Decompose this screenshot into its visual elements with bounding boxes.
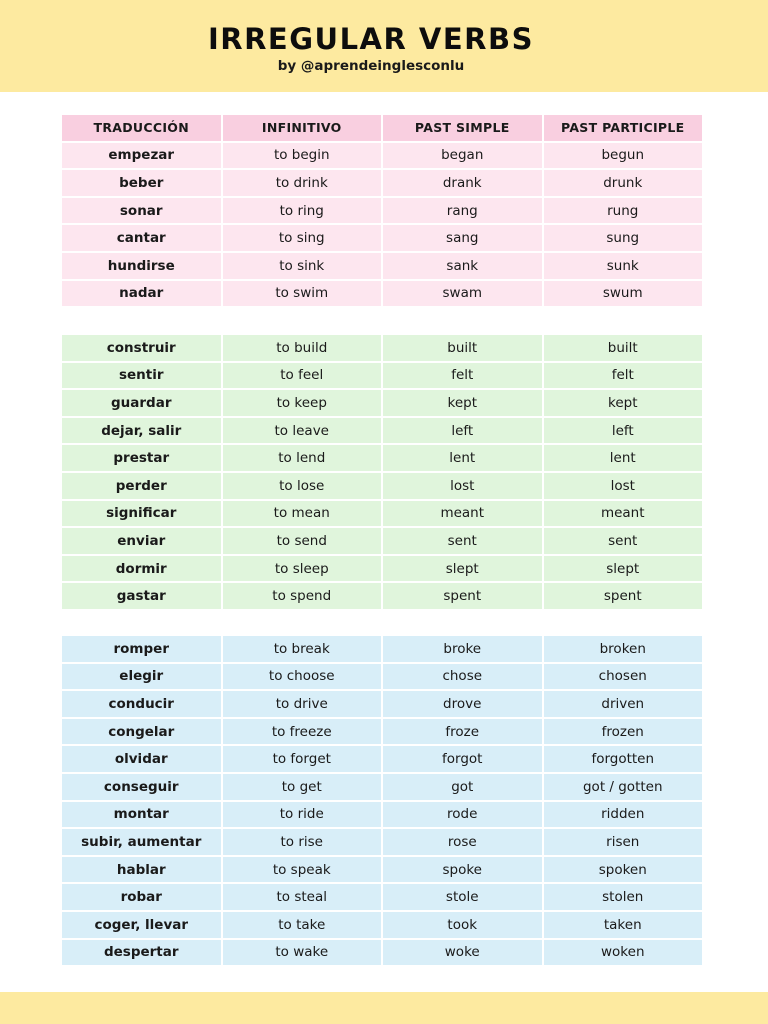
column-header-traduccion: TRADUCCIÓN bbox=[62, 115, 221, 141]
table-row bbox=[62, 528, 704, 556]
cell-past-simple: chose bbox=[383, 664, 542, 690]
cell-traduccion: conseguir bbox=[62, 774, 221, 800]
cell-infinitivo: to keep bbox=[223, 390, 382, 416]
cell-past-simple: got bbox=[383, 774, 542, 800]
cell-traduccion: hablar bbox=[62, 857, 221, 883]
cell-infinitivo: to get bbox=[223, 774, 382, 800]
cell-past-participle: spoken bbox=[544, 857, 703, 883]
table-row bbox=[62, 170, 704, 198]
page-title: IRREGULAR VERBS bbox=[207, 22, 535, 56]
cell-past-simple: slept bbox=[383, 556, 542, 582]
cell-traduccion: dormir bbox=[62, 556, 221, 582]
cell-past-participle: begun bbox=[544, 143, 703, 169]
cell-past-simple: built bbox=[383, 335, 542, 361]
cell-traduccion: sentir bbox=[62, 363, 221, 389]
table-row bbox=[62, 746, 704, 774]
table-row bbox=[62, 691, 704, 719]
table-row bbox=[62, 390, 704, 418]
cell-past-participle: driven bbox=[544, 691, 703, 717]
cell-traduccion: subir, aumentar bbox=[62, 829, 221, 855]
cell-infinitivo: to mean bbox=[223, 501, 382, 527]
cell-past-simple: rang bbox=[383, 198, 542, 224]
cell-past-simple: woke bbox=[383, 940, 542, 966]
cell-traduccion: montar bbox=[62, 802, 221, 828]
cell-past-participle: stolen bbox=[544, 884, 703, 910]
cell-past-simple: took bbox=[383, 912, 542, 938]
cell-past-simple: rode bbox=[383, 802, 542, 828]
cell-past-simple: swam bbox=[383, 281, 542, 307]
cell-traduccion: beber bbox=[62, 170, 221, 196]
cell-infinitivo: to build bbox=[223, 335, 382, 361]
cell-past-simple: broke bbox=[383, 636, 542, 662]
table-row bbox=[62, 225, 704, 253]
table-row bbox=[62, 253, 704, 281]
cell-past-simple: rose bbox=[383, 829, 542, 855]
cell-traduccion: empezar bbox=[62, 143, 221, 169]
column-header-infinitivo: INFINITIVO bbox=[223, 115, 382, 141]
cell-infinitivo: to lend bbox=[223, 445, 382, 471]
table-row bbox=[62, 363, 704, 391]
table-header-row bbox=[62, 115, 704, 143]
cell-past-participle: broken bbox=[544, 636, 703, 662]
cell-traduccion: coger, llevar bbox=[62, 912, 221, 938]
cell-traduccion: despertar bbox=[62, 940, 221, 966]
column-header-past-participle: PAST PARTICIPLE bbox=[544, 115, 703, 141]
verb-table-group-2 bbox=[62, 335, 704, 611]
cell-past-simple: sent bbox=[383, 528, 542, 554]
cell-traduccion: significar bbox=[62, 501, 221, 527]
cell-past-participle: taken bbox=[544, 912, 703, 938]
cell-past-participle: woken bbox=[544, 940, 703, 966]
cell-past-simple: kept bbox=[383, 390, 542, 416]
cell-past-simple: spent bbox=[383, 583, 542, 609]
cell-past-participle: forgotten bbox=[544, 746, 703, 772]
cell-past-participle: slept bbox=[544, 556, 703, 582]
cell-past-simple: lost bbox=[383, 473, 542, 499]
cell-infinitivo: to forget bbox=[223, 746, 382, 772]
cell-traduccion: hundirse bbox=[62, 253, 221, 279]
table-row bbox=[62, 829, 704, 857]
cell-past-participle: kept bbox=[544, 390, 703, 416]
cell-traduccion: congelar bbox=[62, 719, 221, 745]
cell-infinitivo: to feel bbox=[223, 363, 382, 389]
cell-infinitivo: to break bbox=[223, 636, 382, 662]
cell-infinitivo: to take bbox=[223, 912, 382, 938]
cell-infinitivo: to sing bbox=[223, 225, 382, 251]
cell-traduccion: perder bbox=[62, 473, 221, 499]
cell-traduccion: gastar bbox=[62, 583, 221, 609]
cell-traduccion: olvidar bbox=[62, 746, 221, 772]
cell-infinitivo: to leave bbox=[223, 418, 382, 444]
cell-infinitivo: to rise bbox=[223, 829, 382, 855]
cell-past-participle: got / gotten bbox=[544, 774, 703, 800]
cell-infinitivo: to steal bbox=[223, 884, 382, 910]
table-row bbox=[62, 501, 704, 529]
cell-past-participle: left bbox=[544, 418, 703, 444]
cell-past-participle: lost bbox=[544, 473, 703, 499]
table-row bbox=[62, 912, 704, 940]
cell-infinitivo: to drink bbox=[223, 170, 382, 196]
cell-past-participle: sent bbox=[544, 528, 703, 554]
cell-past-participle: ridden bbox=[544, 802, 703, 828]
cell-infinitivo: to ring bbox=[223, 198, 382, 224]
cell-past-simple: drank bbox=[383, 170, 542, 196]
cell-past-participle: lent bbox=[544, 445, 703, 471]
cell-past-participle: sunk bbox=[544, 253, 703, 279]
cell-past-simple: felt bbox=[383, 363, 542, 389]
cell-past-participle: built bbox=[544, 335, 703, 361]
page-subtitle: by @aprendeinglesconlu bbox=[277, 58, 465, 74]
cell-past-participle: swum bbox=[544, 281, 703, 307]
table-row bbox=[62, 445, 704, 473]
table-row bbox=[62, 556, 704, 584]
table-row bbox=[62, 198, 704, 226]
cell-past-simple: left bbox=[383, 418, 542, 444]
table-row bbox=[62, 583, 704, 611]
cell-infinitivo: to speak bbox=[223, 857, 382, 883]
cell-past-participle: frozen bbox=[544, 719, 703, 745]
cell-infinitivo: to drive bbox=[223, 691, 382, 717]
cell-past-simple: stole bbox=[383, 884, 542, 910]
cell-traduccion: robar bbox=[62, 884, 221, 910]
footer-banner bbox=[0, 992, 768, 1024]
cell-infinitivo: to sink bbox=[223, 253, 382, 279]
cell-past-participle: felt bbox=[544, 363, 703, 389]
table-row bbox=[62, 940, 704, 968]
cell-traduccion: conducir bbox=[62, 691, 221, 717]
cell-past-simple: drove bbox=[383, 691, 542, 717]
cell-past-simple: spoke bbox=[383, 857, 542, 883]
verb-table-group-3 bbox=[62, 636, 704, 967]
column-header-past-simple: PAST SIMPLE bbox=[383, 115, 542, 141]
table-row bbox=[62, 335, 704, 363]
table-row bbox=[62, 281, 704, 309]
cell-past-participle: sung bbox=[544, 225, 703, 251]
cell-past-simple: sang bbox=[383, 225, 542, 251]
cell-infinitivo: to send bbox=[223, 528, 382, 554]
cell-past-simple: sank bbox=[383, 253, 542, 279]
cell-past-participle: drunk bbox=[544, 170, 703, 196]
cell-past-simple: began bbox=[383, 143, 542, 169]
cell-traduccion: guardar bbox=[62, 390, 221, 416]
cell-infinitivo: to ride bbox=[223, 802, 382, 828]
verb-table-group-1 bbox=[62, 115, 704, 308]
table-row bbox=[62, 664, 704, 692]
cell-past-simple: froze bbox=[383, 719, 542, 745]
cell-infinitivo: to lose bbox=[223, 473, 382, 499]
header-banner bbox=[0, 0, 768, 92]
table-row bbox=[62, 143, 704, 171]
cell-traduccion: dejar, salir bbox=[62, 418, 221, 444]
cell-traduccion: construir bbox=[62, 335, 221, 361]
table-row bbox=[62, 774, 704, 802]
table-row bbox=[62, 802, 704, 830]
table-row bbox=[62, 884, 704, 912]
cell-past-participle: chosen bbox=[544, 664, 703, 690]
cell-traduccion: sonar bbox=[62, 198, 221, 224]
cell-infinitivo: to swim bbox=[223, 281, 382, 307]
table-row bbox=[62, 636, 704, 664]
cell-traduccion: romper bbox=[62, 636, 221, 662]
cell-infinitivo: to freeze bbox=[223, 719, 382, 745]
cell-past-simple: forgot bbox=[383, 746, 542, 772]
cell-past-simple: lent bbox=[383, 445, 542, 471]
cell-traduccion: enviar bbox=[62, 528, 221, 554]
table-row bbox=[62, 719, 704, 747]
cell-past-simple: meant bbox=[383, 501, 542, 527]
cell-infinitivo: to sleep bbox=[223, 556, 382, 582]
cell-traduccion: nadar bbox=[62, 281, 221, 307]
table-row bbox=[62, 857, 704, 885]
cell-past-participle: rung bbox=[544, 198, 703, 224]
cell-infinitivo: to begin bbox=[223, 143, 382, 169]
cell-traduccion: elegir bbox=[62, 664, 221, 690]
cell-past-participle: spent bbox=[544, 583, 703, 609]
cell-infinitivo: to wake bbox=[223, 940, 382, 966]
cell-traduccion: cantar bbox=[62, 225, 221, 251]
cell-infinitivo: to choose bbox=[223, 664, 382, 690]
table-row bbox=[62, 473, 704, 501]
cell-infinitivo: to spend bbox=[223, 583, 382, 609]
cell-past-participle: risen bbox=[544, 829, 703, 855]
table-row bbox=[62, 418, 704, 446]
cell-traduccion: prestar bbox=[62, 445, 221, 471]
cell-past-participle: meant bbox=[544, 501, 703, 527]
